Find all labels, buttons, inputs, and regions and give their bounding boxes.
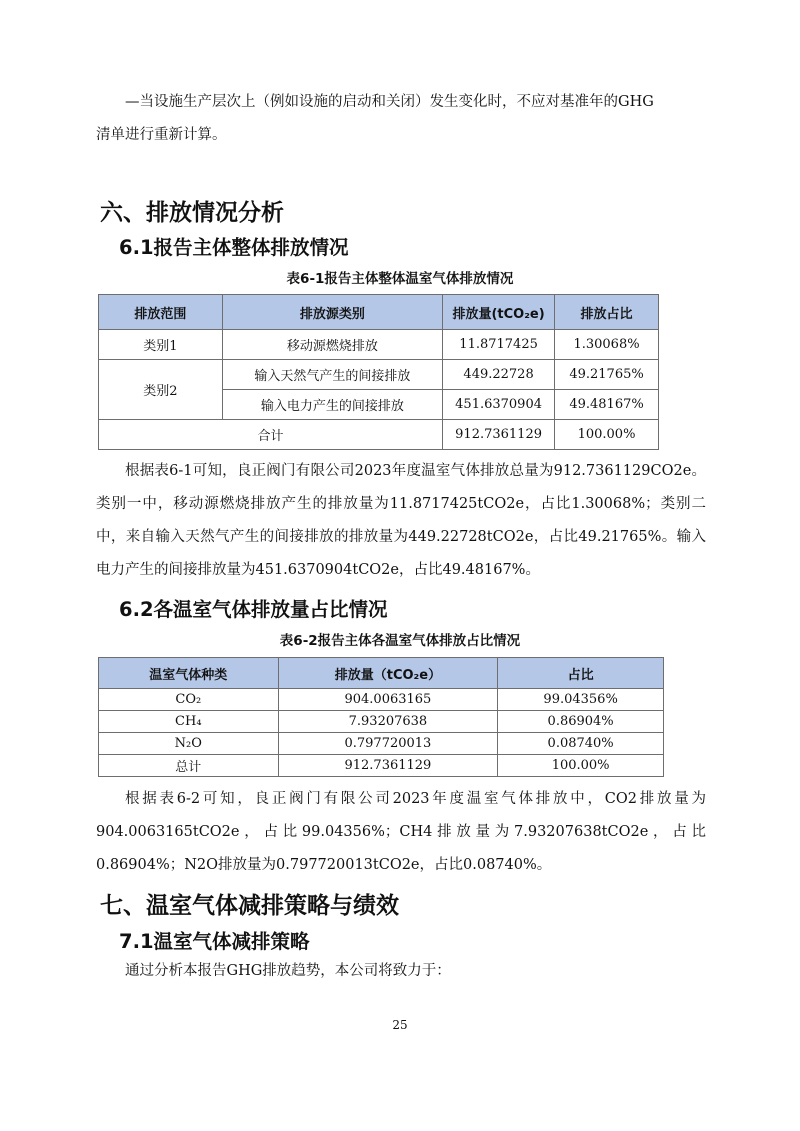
header-cell: 排放范围 [99, 295, 223, 330]
table-header-row [99, 658, 664, 689]
header-cell: 排放占比 [555, 295, 659, 330]
page-number: 25 [392, 1018, 408, 1032]
total-label-cell: 合计 [99, 420, 443, 450]
gas-cell: 总计 [99, 755, 279, 777]
share-cell: 49.48167% [555, 390, 659, 420]
header-cell: 温室气体种类 [99, 658, 279, 689]
table-row [99, 360, 659, 390]
source-cell: 输入电力产生的间接排放 [222, 390, 442, 420]
section-6-2-heading: 6.2各温室气体排放量占比情况 [119, 598, 388, 621]
header-cell: 占比 [498, 658, 664, 689]
share-cell: 100.00% [498, 755, 664, 777]
intro-paragraph [96, 86, 706, 152]
amount-cell: 904.0063165 [278, 689, 498, 711]
gas-cell: N₂O [99, 733, 279, 755]
table-6-1-analysis-paragraph: 根据表6-1可知，良正阀门有限公司2023年度温室气体排放总量为912.7361129CO2e。类别一中，移动源燃烧排放产生的排放量为11.8717425tCO2e，占比1.30068%；类别二中，来自输入天然气产生的间接排放的排放量为449.22728tCO2e，占比49.21765%。输入电力产生的间接排放量为451.6370904tCO2e，占比49.48167%。 [96, 463, 706, 578]
intro-line-1: —当设施生产层次上（例如设施的启动和关闭）发生变化时，不应对基准年的GHG [125, 94, 654, 110]
total-amount-cell: 912.7361129 [443, 420, 555, 450]
header-cell: 排放量（tCO₂e） [278, 658, 498, 689]
table-row [99, 711, 664, 733]
table-total-row [99, 420, 659, 450]
source-cell: 移动源燃烧排放 [222, 330, 442, 360]
table-6-2 [98, 657, 664, 777]
section-7-heading: 七、温室气体减排策略与绩效 [100, 893, 399, 919]
gas-cell: CO₂ [99, 689, 279, 711]
table-6-2-analysis-paragraph: 根据表6-2可知，良正阀门有限公司2023年度温室气体排放中，CO2排放量为904.0063165tCO2e，占比99.04356%；CH4排放量为7.93207638tCO2e，占比0.86904%；N2O排放量为0.797720013tCO2e，占比0.08740%。 [96, 791, 706, 873]
gas-cell: CH₄ [99, 711, 279, 733]
total-share-cell: 100.00% [555, 420, 659, 450]
section-6-1-heading: 6.1报告主体整体排放情况 [119, 236, 349, 259]
scope-cell: 类别1 [99, 330, 223, 360]
scope-cell: 类别2 [99, 360, 223, 420]
amount-cell: 7.93207638 [278, 711, 498, 733]
table-6-1-caption: 表6-1报告主体整体温室气体排放情况 [286, 271, 514, 287]
amount-cell: 449.22728 [443, 360, 555, 390]
share-cell: 0.08740% [498, 733, 664, 755]
table-row [99, 330, 659, 360]
section-7-1-paragraph: 通过分析本报告GHG排放趋势，本公司将致力于： [125, 963, 451, 979]
amount-cell: 11.8717425 [443, 330, 555, 360]
section-6-heading: 六、排放情况分析 [100, 200, 284, 226]
share-cell: 99.04356% [498, 689, 664, 711]
table-6-1 [98, 294, 659, 450]
table-row [99, 755, 664, 777]
amount-cell: 0.797720013 [278, 733, 498, 755]
intro-line-2: 清单进行重新计算。 [96, 127, 227, 143]
table-header-row [99, 295, 659, 330]
table-row [99, 689, 664, 711]
amount-cell: 912.7361129 [278, 755, 498, 777]
share-cell: 1.30068% [555, 330, 659, 360]
section-7-1-heading: 7.1温室气体减排策略 [119, 930, 310, 953]
share-cell: 49.21765% [555, 360, 659, 390]
amount-cell: 451.6370904 [443, 390, 555, 420]
share-cell: 0.86904% [498, 711, 664, 733]
source-cell: 输入天然气产生的间接排放 [222, 360, 442, 390]
table-6-2-caption: 表6-2报告主体各温室气体排放占比情况 [279, 633, 521, 649]
header-cell: 排放源类别 [222, 295, 442, 330]
table-row [99, 733, 664, 755]
header-cell: 排放量(tCO₂e) [443, 295, 555, 330]
